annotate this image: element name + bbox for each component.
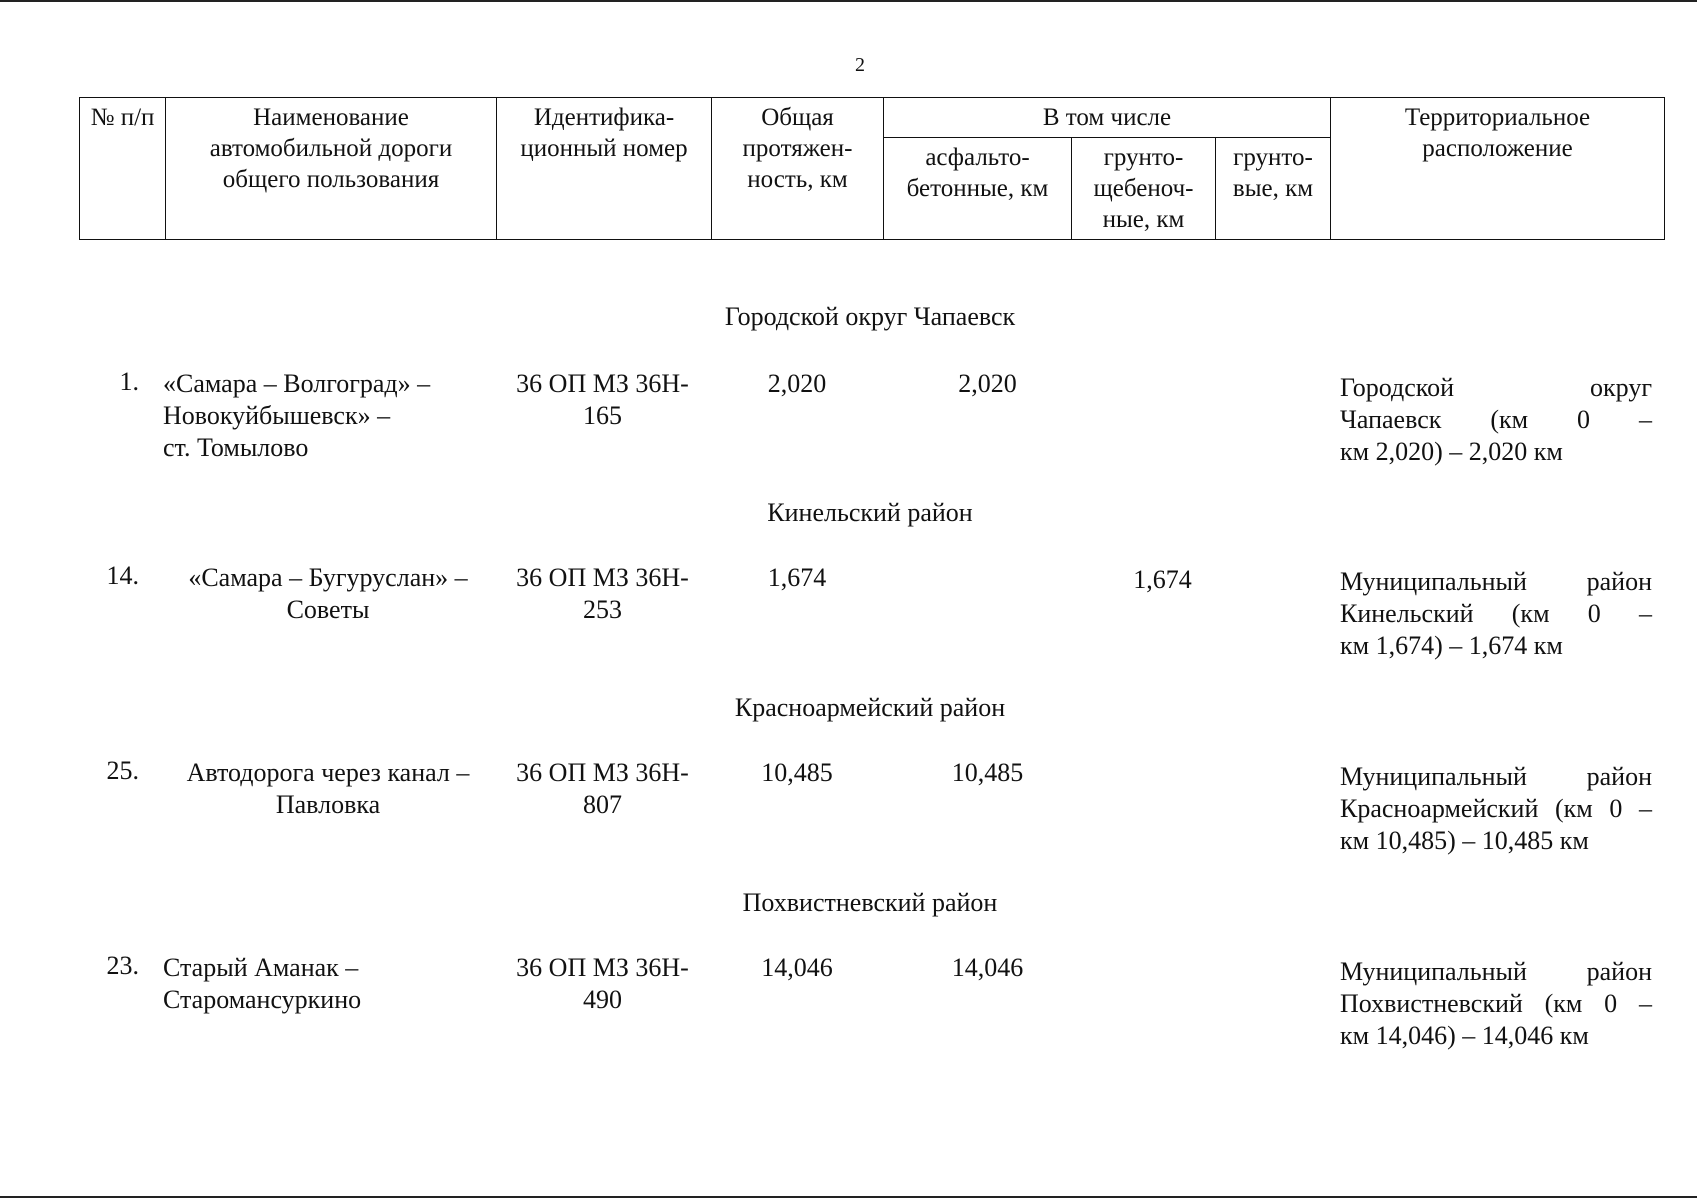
road-name-line: Старомансуркино [163,985,362,1014]
total-length: 2,020 [767,369,827,398]
location [1340,566,1652,662]
road-name [163,757,493,821]
total-length: 1,674 [767,563,827,592]
road-name-line: ст. Томылово [163,433,309,462]
section-title: Красноармейский район [734,693,1006,722]
location-line: км 14,046) – 14,046 км [1340,1021,1589,1050]
row-num: 14. [106,561,139,590]
top-border-line [0,0,1697,2]
asphalt-length: 14,046 [951,953,1024,982]
header-gravel: грунто-щебеноч-ные, км [1072,138,1216,240]
ident-number [495,562,710,626]
page-number: 2 [855,54,865,76]
asphalt-length: 2,020 [958,369,1017,398]
header-num: № п/п [80,98,166,240]
asphalt-length: 10,485 [951,758,1024,787]
location-line: Похвистневский (км 0 – [1340,989,1652,1018]
road-name [163,562,493,626]
location [1340,372,1652,468]
road-name [163,952,493,1016]
header-road-name: Наименование автомобильной дороги общего пользования [166,98,497,240]
road-name-line: «Самара – Бугуруслан» – [188,563,468,592]
section-title: Кинельский район [767,498,973,527]
road-name-line: Новокуйбышевск» – [163,401,391,430]
location-line: км 10,485) – 10,485 км [1340,826,1589,855]
header-asphalt: асфальто-бетонные, км [884,138,1072,240]
road-name-line: Советы [286,595,370,624]
location-line: Муниципальный район [1340,567,1652,596]
header-location: Территориальное расположение [1331,98,1665,240]
location [1340,761,1652,857]
header-total: Общая протяжен-ность, км [712,98,884,240]
total-length: 10,485 [761,758,833,787]
location-line: км 2,020) – 2,020 км [1340,437,1563,466]
ident-line: 253 [583,595,622,624]
ident-line: 36 ОП МЗ 36Н- [516,953,689,982]
section-title: Городской округ Чапаевск [724,302,1016,331]
road-name-line: «Самара – Волгоград» – [163,369,431,398]
total-length: 14,046 [761,953,833,982]
ident-line: 490 [583,985,622,1014]
location [1340,956,1652,1052]
location-line: Городской округ [1340,373,1652,402]
ident-line: 807 [583,790,622,819]
location-line: Красноармейский (км 0 – [1340,794,1652,823]
header-including: В том числе [884,98,1331,138]
row-num: 25. [106,756,139,785]
row-num: 1. [119,367,139,396]
ident-line: 36 ОП МЗ 36Н- [516,369,689,398]
road-name [163,368,493,464]
location-line: Муниципальный район [1340,957,1652,986]
table-header [79,97,1665,240]
header-dirt: грунто-вые, км [1216,138,1331,240]
ident-line: 165 [583,401,622,430]
road-name-line: Старый Аманак – [163,953,359,982]
location-line: Чапаевск (км 0 – [1340,405,1652,434]
section-title: Похвистневский район [742,888,998,917]
location-line: Муниципальный район [1340,762,1652,791]
location-line: Кинельский (км 0 – [1340,599,1652,628]
ident-number [495,952,710,1016]
road-name-line: Автодорога через канал – [186,758,470,787]
ident-number [495,757,710,821]
row-num: 23. [106,951,139,980]
ident-line: 36 ОП МЗ 36Н- [516,758,689,787]
ident-line: 36 ОП МЗ 36Н- [516,563,689,592]
gravel-length: 1,674 [1133,565,1192,594]
ident-number [495,368,710,432]
location-line: км 1,674) – 1,674 км [1340,631,1563,660]
road-name-line: Павловка [275,790,381,819]
header-ident: Идентифика-ционный номер [497,98,712,240]
bottom-border-line [0,1196,1697,1198]
